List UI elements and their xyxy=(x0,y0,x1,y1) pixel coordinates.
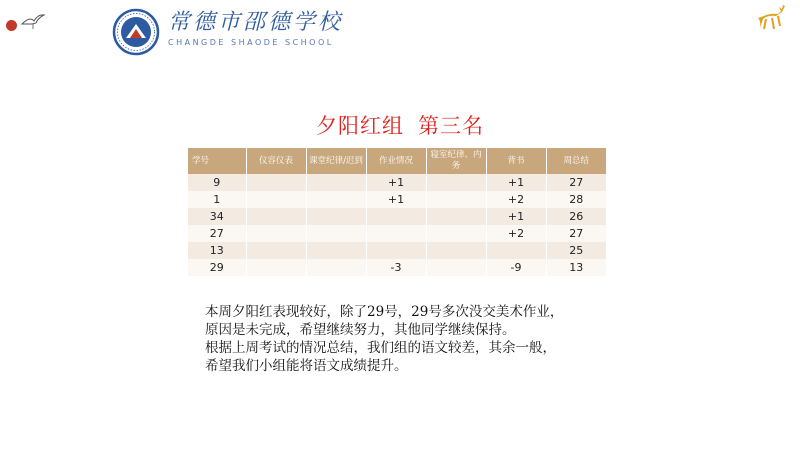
table-row xyxy=(188,191,606,208)
cell xyxy=(366,208,426,225)
school-name xyxy=(168,10,343,47)
school-name-en: CHANGDE SHAODE SCHOOL xyxy=(168,38,334,47)
cell-student-id: 34 xyxy=(188,208,246,225)
cell xyxy=(426,191,486,208)
cell: +1 xyxy=(486,208,546,225)
col-header-weekly-summary: 周总结 xyxy=(546,148,606,174)
cell xyxy=(426,174,486,191)
school-name-cn: 常德市邵德学校 xyxy=(168,10,344,35)
cell: +1 xyxy=(366,174,426,191)
cell: +2 xyxy=(486,191,546,208)
cell-total: 27 xyxy=(546,174,606,191)
cell-total: 28 xyxy=(546,191,606,208)
cell xyxy=(246,208,306,225)
cell xyxy=(306,174,366,191)
cell xyxy=(246,191,306,208)
col-header-homework: 作业情况 xyxy=(366,148,426,174)
cell xyxy=(426,242,486,259)
cell: -3 xyxy=(366,259,426,276)
table-header-row xyxy=(188,148,606,174)
cell-student-id: 1 xyxy=(188,191,246,208)
cell xyxy=(306,191,366,208)
note-line: 原因是未完成，希望继续努力，其他同学继续保持。 xyxy=(205,322,516,338)
cell: -9 xyxy=(486,259,546,276)
cell xyxy=(306,225,366,242)
cell xyxy=(246,259,306,276)
cell xyxy=(246,242,306,259)
summary-note xyxy=(205,303,625,375)
cell-student-id: 29 xyxy=(188,259,246,276)
cell xyxy=(246,174,306,191)
crane-bird-icon xyxy=(20,12,46,30)
note-line: 根据上周考试的情况总结，我们组的语文较差，其余一般， xyxy=(205,340,556,356)
cell xyxy=(246,225,306,242)
cell-student-id: 27 xyxy=(188,225,246,242)
page-title xyxy=(0,110,800,140)
cell-total: 26 xyxy=(546,208,606,225)
deer-icon xyxy=(752,2,792,32)
table-row xyxy=(188,225,606,242)
cell-student-id: 9 xyxy=(188,174,246,191)
col-header-appearance: 仪容仪表 xyxy=(246,148,306,174)
cell-total: 25 xyxy=(546,242,606,259)
cell xyxy=(306,208,366,225)
table-row xyxy=(188,242,606,259)
cell xyxy=(366,242,426,259)
table-row xyxy=(188,208,606,225)
cell xyxy=(426,225,486,242)
cell xyxy=(486,242,546,259)
cell xyxy=(426,259,486,276)
table-row xyxy=(188,259,606,276)
cell: +1 xyxy=(486,174,546,191)
note-line: 希望我们小组能将语文成绩提升。 xyxy=(205,358,408,374)
cell-student-id: 13 xyxy=(188,242,246,259)
cell xyxy=(306,242,366,259)
title-group-name: 夕阳红组 xyxy=(316,114,404,138)
table-row xyxy=(188,174,606,191)
red-dot-decoration xyxy=(6,20,17,31)
score-table xyxy=(188,148,606,276)
cell: +2 xyxy=(486,225,546,242)
note-line: 本周夕阳红表现较好，除了29号，29号多次没交美术作业， xyxy=(205,304,564,320)
cell xyxy=(426,208,486,225)
cell xyxy=(366,225,426,242)
cell: +1 xyxy=(366,191,426,208)
col-header-recitation: 背书 xyxy=(486,148,546,174)
cell xyxy=(306,259,366,276)
col-header-dorm-discipline: 寝室纪律、内务 xyxy=(426,148,486,174)
title-rank: 第三名 xyxy=(418,114,484,138)
cell-total: 27 xyxy=(546,225,606,242)
col-header-student-id: 学号 xyxy=(188,148,246,174)
school-seal-logo xyxy=(112,8,160,56)
col-header-class-discipline: 课堂纪律/迟到 xyxy=(306,148,366,174)
cell-total: 13 xyxy=(546,259,606,276)
